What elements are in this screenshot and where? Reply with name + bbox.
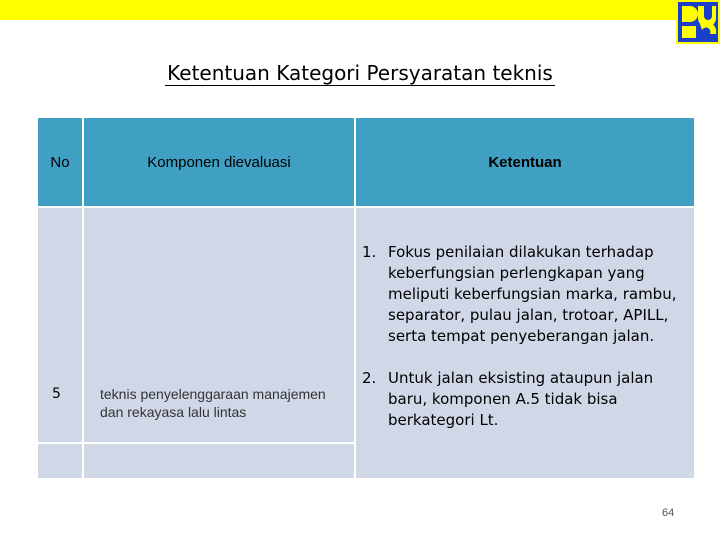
header-komponen-label: Komponen dievaluasi <box>147 153 291 171</box>
cell-no-upper <box>38 208 82 442</box>
ketentuan-item <box>362 242 692 347</box>
ketentuan-item-text: Fokus penilaian dilakukan terhadap keberfungsian perlengkapan yang meliputi keberfungsian marka, rambu, separator, pulau jalan, trotoar, APILL, serta tempat penyeberangan jalan. <box>388 243 677 345</box>
pu-logo-icon <box>676 0 720 44</box>
page-title-text: Ketentuan Kategori Persyaratan teknis <box>167 61 553 85</box>
header-no-label: No <box>50 153 70 171</box>
header-no <box>38 118 82 206</box>
header-ketentuan-label: Ketentuan <box>488 153 562 171</box>
page-title <box>0 60 720 86</box>
header-komponen <box>84 118 354 206</box>
ketentuan-item <box>362 368 692 431</box>
ketentuan-item-number: 2. <box>362 369 377 387</box>
cell-komponen-lower <box>84 444 354 478</box>
row-number: 5 <box>52 386 61 402</box>
cell-no-lower <box>38 444 82 478</box>
row-komponen: teknis penyelenggaraan manajemen dan rekayasa lalu lintas <box>100 386 326 420</box>
ketentuan-item-text: Untuk jalan eksisting ataupun jalan baru, komponen A.5 tidak bisa berkategori Lt. <box>388 369 654 429</box>
ketentuan-list <box>362 242 692 431</box>
top-banner <box>0 0 720 20</box>
header-ketentuan <box>356 118 694 206</box>
page-number: 64 <box>662 507 675 519</box>
ketentuan-item-number: 1. <box>362 243 377 261</box>
